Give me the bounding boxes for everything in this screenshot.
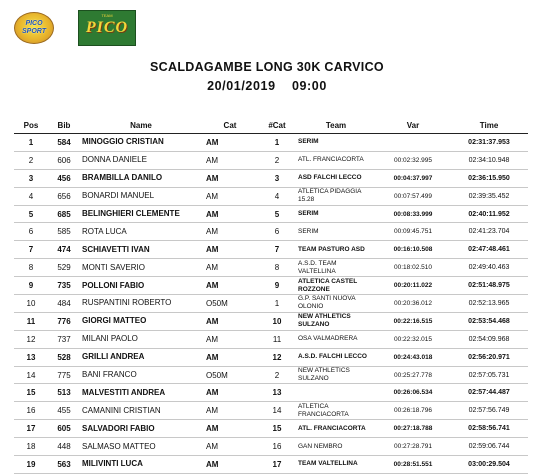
result-category-rank: 8 xyxy=(258,259,296,277)
result-time: 02:54:09.968 xyxy=(450,330,528,348)
result-category: AM xyxy=(202,205,258,223)
result-category-rank: 12 xyxy=(258,348,296,366)
race-date-time xyxy=(0,79,534,93)
result-category-rank: 14 xyxy=(258,402,296,420)
results-table xyxy=(14,118,528,474)
result-gap: 00:02:32.995 xyxy=(376,151,450,169)
result-category-rank: 13 xyxy=(258,384,296,402)
result-gap: 00:28:51.551 xyxy=(376,456,450,474)
table-row xyxy=(14,169,528,187)
result-gap xyxy=(376,134,450,152)
result-name: SALVADORI FABIO xyxy=(80,420,202,438)
result-category-rank: 4 xyxy=(258,187,296,205)
result-pos: 14 xyxy=(14,366,48,384)
column-header-ncat: #Cat xyxy=(258,118,296,134)
result-time: 02:41:23.704 xyxy=(450,223,528,241)
result-team: G.P. SANTI NUOVA OLONIO xyxy=(296,295,376,313)
result-name: GIORGI MATTEO xyxy=(80,312,202,330)
result-name: MINOGGIO CRISTIAN xyxy=(80,134,202,152)
table-row xyxy=(14,312,528,330)
result-category-rank: 10 xyxy=(258,312,296,330)
result-team: SERIM xyxy=(296,223,376,241)
result-team: OSA VALMADRERA xyxy=(296,330,376,348)
result-gap: 00:27:18.788 xyxy=(376,420,450,438)
result-category: AM xyxy=(202,151,258,169)
table-row xyxy=(14,456,528,474)
result-bib: 606 xyxy=(48,151,80,169)
result-bib: 563 xyxy=(48,456,80,474)
picosport-logo-text-bottom: SPORT xyxy=(22,28,46,35)
result-category: AM xyxy=(202,330,258,348)
result-gap: 00:16:10.508 xyxy=(376,241,450,259)
result-category: AM xyxy=(202,134,258,152)
result-pos: 2 xyxy=(14,151,48,169)
result-bib: 484 xyxy=(48,295,80,313)
result-pos: 5 xyxy=(14,205,48,223)
pico-team-logo xyxy=(78,10,136,46)
result-gap: 00:26:18.796 xyxy=(376,402,450,420)
result-gap: 00:25:27.778 xyxy=(376,366,450,384)
result-bib: 737 xyxy=(48,330,80,348)
result-team: A.S.D. TEAM VALTELLINA xyxy=(296,259,376,277)
result-category: AM xyxy=(202,223,258,241)
result-gap: 00:27:28.791 xyxy=(376,438,450,456)
table-row xyxy=(14,205,528,223)
result-category-rank: 3 xyxy=(258,169,296,187)
result-name: POLLONI FABIO xyxy=(80,277,202,295)
picosport-logo xyxy=(14,12,54,44)
result-category: AM xyxy=(202,187,258,205)
result-time: 02:49:40.463 xyxy=(450,259,528,277)
table-row xyxy=(14,187,528,205)
result-name: DONNA DANIELE xyxy=(80,151,202,169)
result-time: 02:51:48.975 xyxy=(450,277,528,295)
result-name: SALMASO MATTEO xyxy=(80,438,202,456)
result-bib: 448 xyxy=(48,438,80,456)
column-header-team: Team xyxy=(296,118,376,134)
result-team: ATLETICA FRANCIACORTA xyxy=(296,402,376,420)
result-bib: 735 xyxy=(48,277,80,295)
result-bib: 605 xyxy=(48,420,80,438)
result-category: AM xyxy=(202,348,258,366)
result-category-rank: 7 xyxy=(258,241,296,259)
result-time: 02:47:48.461 xyxy=(450,241,528,259)
result-category-rank: 5 xyxy=(258,205,296,223)
result-team: NEW ATHLETICS SULZANO xyxy=(296,366,376,384)
result-category: O50M xyxy=(202,295,258,313)
result-category-rank: 2 xyxy=(258,366,296,384)
result-time: 02:57:05.731 xyxy=(450,366,528,384)
result-category-rank: 2 xyxy=(258,151,296,169)
result-time: 02:52:13.965 xyxy=(450,295,528,313)
result-gap: 00:09:45.751 xyxy=(376,223,450,241)
table-row xyxy=(14,420,528,438)
result-name: BONARDI MANUEL xyxy=(80,187,202,205)
result-category: AM xyxy=(202,420,258,438)
result-time: 02:36:15.950 xyxy=(450,169,528,187)
result-bib: 528 xyxy=(48,348,80,366)
result-category: AM xyxy=(202,384,258,402)
result-category: AM xyxy=(202,277,258,295)
column-header-pos: Pos xyxy=(14,118,48,134)
result-name: MILIVINTI LUCA xyxy=(80,456,202,474)
result-category-rank: 17 xyxy=(258,456,296,474)
result-category: AM xyxy=(202,169,258,187)
result-bib: 455 xyxy=(48,402,80,420)
table-row xyxy=(14,134,528,152)
result-category: AM xyxy=(202,259,258,277)
result-time: 02:58:56.741 xyxy=(450,420,528,438)
result-time: 02:34:10.948 xyxy=(450,151,528,169)
table-row xyxy=(14,151,528,169)
result-bib: 529 xyxy=(48,259,80,277)
result-gap: 00:22:32.015 xyxy=(376,330,450,348)
result-bib: 685 xyxy=(48,205,80,223)
pico-team-logo-text: PICO xyxy=(85,19,129,36)
result-bib: 775 xyxy=(48,366,80,384)
result-time: 02:39:35.452 xyxy=(450,187,528,205)
result-team xyxy=(296,384,376,402)
result-category-rank: 16 xyxy=(258,438,296,456)
result-pos: 15 xyxy=(14,384,48,402)
result-pos: 12 xyxy=(14,330,48,348)
result-pos: 13 xyxy=(14,348,48,366)
result-name: CAMANINI CRISTIAN xyxy=(80,402,202,420)
result-name: ROTA LUCA xyxy=(80,223,202,241)
result-team: TEAM VALTELLINA xyxy=(296,456,376,474)
column-header-bib: Bib xyxy=(48,118,80,134)
column-header-name: Name xyxy=(80,118,202,134)
result-pos: 17 xyxy=(14,420,48,438)
result-category: AM xyxy=(202,438,258,456)
result-team: ATLETICA CASTEL ROZZONE xyxy=(296,277,376,295)
result-bib: 585 xyxy=(48,223,80,241)
result-category-rank: 6 xyxy=(258,223,296,241)
result-bib: 584 xyxy=(48,134,80,152)
table-row xyxy=(14,223,528,241)
result-name: MILANI PAOLO xyxy=(80,330,202,348)
result-pos: 3 xyxy=(14,169,48,187)
result-pos: 10 xyxy=(14,295,48,313)
result-pos: 16 xyxy=(14,402,48,420)
result-gap: 00:20:11.022 xyxy=(376,277,450,295)
table-row xyxy=(14,330,528,348)
race-title: SCALDAGAMBE LONG 30K CARVICO xyxy=(150,60,384,74)
result-pos: 18 xyxy=(14,438,48,456)
result-time: 03:00:29.504 xyxy=(450,456,528,474)
result-team: ASD FALCHI LECCO xyxy=(296,169,376,187)
result-name: BELINGHIERI CLEMENTE xyxy=(80,205,202,223)
result-name: MONTI SAVERIO xyxy=(80,259,202,277)
result-bib: 656 xyxy=(48,187,80,205)
table-row xyxy=(14,348,528,366)
result-team: A.S.D. FALCHI LECCO xyxy=(296,348,376,366)
result-pos: 9 xyxy=(14,277,48,295)
result-team: ATLETICA PIDAGGIA 15.28 xyxy=(296,187,376,205)
results-header-row xyxy=(14,118,528,134)
result-name: MALVESTITI ANDREA xyxy=(80,384,202,402)
result-time: 02:40:11.952 xyxy=(450,205,528,223)
result-team: TEAM PASTURO ASD xyxy=(296,241,376,259)
results-body xyxy=(14,134,528,474)
result-bib: 513 xyxy=(48,384,80,402)
result-name: GRILLI ANDREA xyxy=(80,348,202,366)
table-row xyxy=(14,366,528,384)
result-gap: 00:26:06.534 xyxy=(376,384,450,402)
result-team: ATL. FRANCIACORTA xyxy=(296,420,376,438)
result-name: RUSPANTINI ROBERTO xyxy=(80,295,202,313)
result-gap: 00:20:36.012 xyxy=(376,295,450,313)
result-team: NEW ATHLETICS SULZANO xyxy=(296,312,376,330)
result-time: 02:57:44.487 xyxy=(450,384,528,402)
table-row xyxy=(14,295,528,313)
result-pos: 6 xyxy=(14,223,48,241)
table-row xyxy=(14,259,528,277)
result-category: O50M xyxy=(202,366,258,384)
result-gap: 00:22:16.515 xyxy=(376,312,450,330)
result-category-rank: 15 xyxy=(258,420,296,438)
result-name: SCHIAVETTI IVAN xyxy=(80,241,202,259)
result-time: 02:53:54.468 xyxy=(450,312,528,330)
result-gap: 00:04:37.997 xyxy=(376,169,450,187)
result-team: ATL. FRANCIACORTA xyxy=(296,151,376,169)
result-pos: 8 xyxy=(14,259,48,277)
result-category: AM xyxy=(202,312,258,330)
result-gap: 00:24:43.018 xyxy=(376,348,450,366)
result-pos: 1 xyxy=(14,134,48,152)
table-row xyxy=(14,384,528,402)
result-category-rank: 1 xyxy=(258,134,296,152)
result-category: AM xyxy=(202,456,258,474)
result-pos: 11 xyxy=(14,312,48,330)
result-pos: 19 xyxy=(14,456,48,474)
table-row xyxy=(14,241,528,259)
column-header-time: Time xyxy=(450,118,528,134)
result-pos: 7 xyxy=(14,241,48,259)
table-row xyxy=(14,438,528,456)
result-team: GAN NEMBRO xyxy=(296,438,376,456)
result-category: AM xyxy=(202,402,258,420)
result-bib: 776 xyxy=(48,312,80,330)
result-category-rank: 9 xyxy=(258,277,296,295)
result-team: SERIM xyxy=(296,205,376,223)
result-pos: 4 xyxy=(14,187,48,205)
result-time: 02:56:20.971 xyxy=(450,348,528,366)
result-time: 02:57:56.749 xyxy=(450,402,528,420)
result-name: BRAMBILLA DANILO xyxy=(80,169,202,187)
column-header-cat: Cat xyxy=(202,118,258,134)
result-category-rank: 11 xyxy=(258,330,296,348)
result-category-rank: 1 xyxy=(258,295,296,313)
race-date: 20/01/2019 xyxy=(207,79,276,93)
picosport-logo-text-top: PICO xyxy=(25,20,43,27)
race-time: 09:00 xyxy=(291,79,327,93)
result-team: SERIM xyxy=(296,134,376,152)
result-gap: 00:07:57.499 xyxy=(376,187,450,205)
table-row xyxy=(14,277,528,295)
table-row xyxy=(14,402,528,420)
column-header-var: Var xyxy=(376,118,450,134)
result-time: 02:59:06.744 xyxy=(450,438,528,456)
result-time: 02:31:37.953 xyxy=(450,134,528,152)
pico-team-logo-subtext: TEAM xyxy=(101,13,113,18)
result-bib: 456 xyxy=(48,169,80,187)
result-category: AM xyxy=(202,241,258,259)
result-name: BANI FRANCO xyxy=(80,366,202,384)
result-gap: 00:18:02.510 xyxy=(376,259,450,277)
result-bib: 474 xyxy=(48,241,80,259)
result-gap: 00:08:33.999 xyxy=(376,205,450,223)
